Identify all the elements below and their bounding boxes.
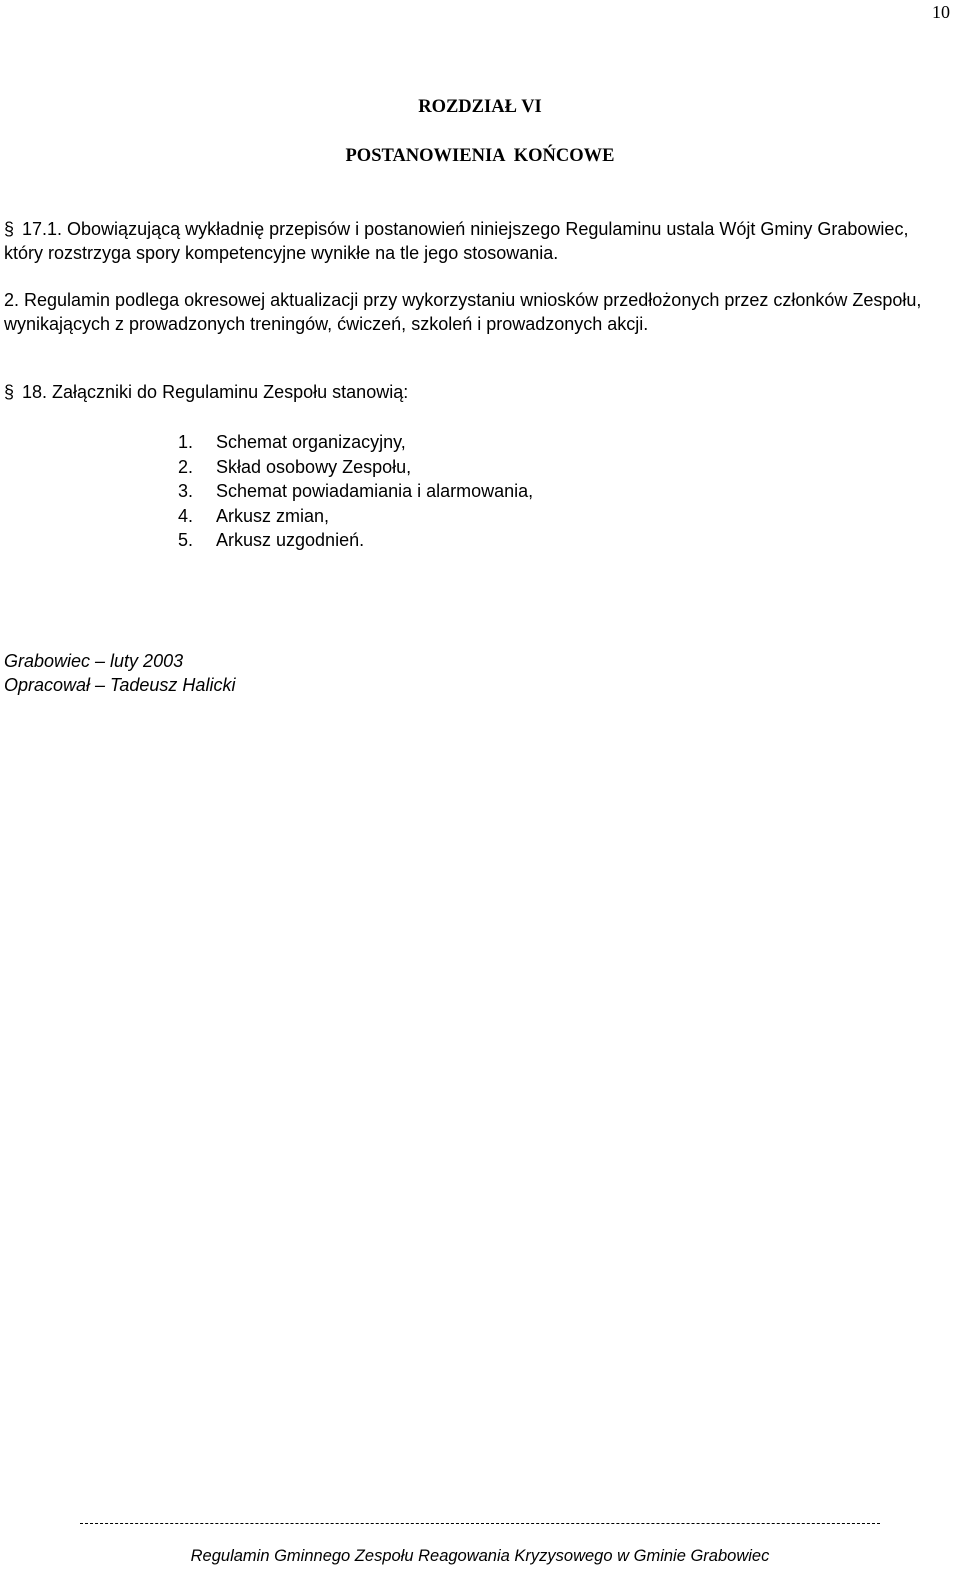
list-item-text: Arkusz zmian, xyxy=(216,505,330,526)
section-18-heading xyxy=(4,380,949,404)
list-item-number: 1. xyxy=(178,432,194,452)
section-18-heading-text: 18. Załączniki do Regulaminu Zespołu stanowią: xyxy=(22,382,409,402)
list-item-text: Schemat organizacyjny, xyxy=(216,432,406,452)
page-number: 10 xyxy=(932,2,950,22)
section-symbol: § xyxy=(4,382,15,402)
list-item-number: 2. xyxy=(178,456,194,477)
footer-text: Regulamin Gminnego Zespołu Reagowania Kryzysowego w Gminie Grabowiec xyxy=(190,1547,770,1565)
chapter-subtitle: POSTANOWIENIA KOŃCOWE xyxy=(345,146,615,166)
list-item-number: 3. xyxy=(178,481,194,501)
chapter-title: ROZDZIAŁ VI xyxy=(418,97,542,117)
section-17-1-text: 17.1. Obowiązującą wykładnię przepisów i postanowień niniejszego Regulaminu ustala Wójt Gminy Grabowiec, który rozstrzyga spory kompetencyjne wynikłe na tle jego stosowania. xyxy=(4,219,909,263)
list-item-text: Arkusz uzgodnień. xyxy=(216,530,365,550)
section-symbol: § xyxy=(4,219,15,239)
list-item-text: Schemat powiadamiania i alarmowania, xyxy=(216,481,534,501)
list-item-number: 4. xyxy=(178,505,194,526)
list-item xyxy=(178,455,533,480)
section-17-paragraph-1 xyxy=(4,217,949,265)
list-item-text: Skład osobowy Zespołu, xyxy=(216,456,412,477)
footer-divider xyxy=(80,1523,880,1524)
list-item xyxy=(178,528,533,553)
list-item xyxy=(178,504,533,529)
section-17-paragraph-2: 2. Regulamin podlega okresowej aktualizacji przy wykorzystaniu wniosków przedłożonych przez członków Zespołu, wynikających z prowadzonych treningów, ćwiczeń, szkoleń i prowadzonych akcji. xyxy=(4,290,922,334)
list-item-number: 5. xyxy=(178,530,194,550)
place-date: Grabowiec – luty 2003 xyxy=(4,651,184,671)
author-line: Opracował – Tadeusz Halicki xyxy=(4,675,236,695)
list-item xyxy=(178,479,533,504)
attachments-list xyxy=(178,430,533,553)
list-item xyxy=(178,430,533,455)
